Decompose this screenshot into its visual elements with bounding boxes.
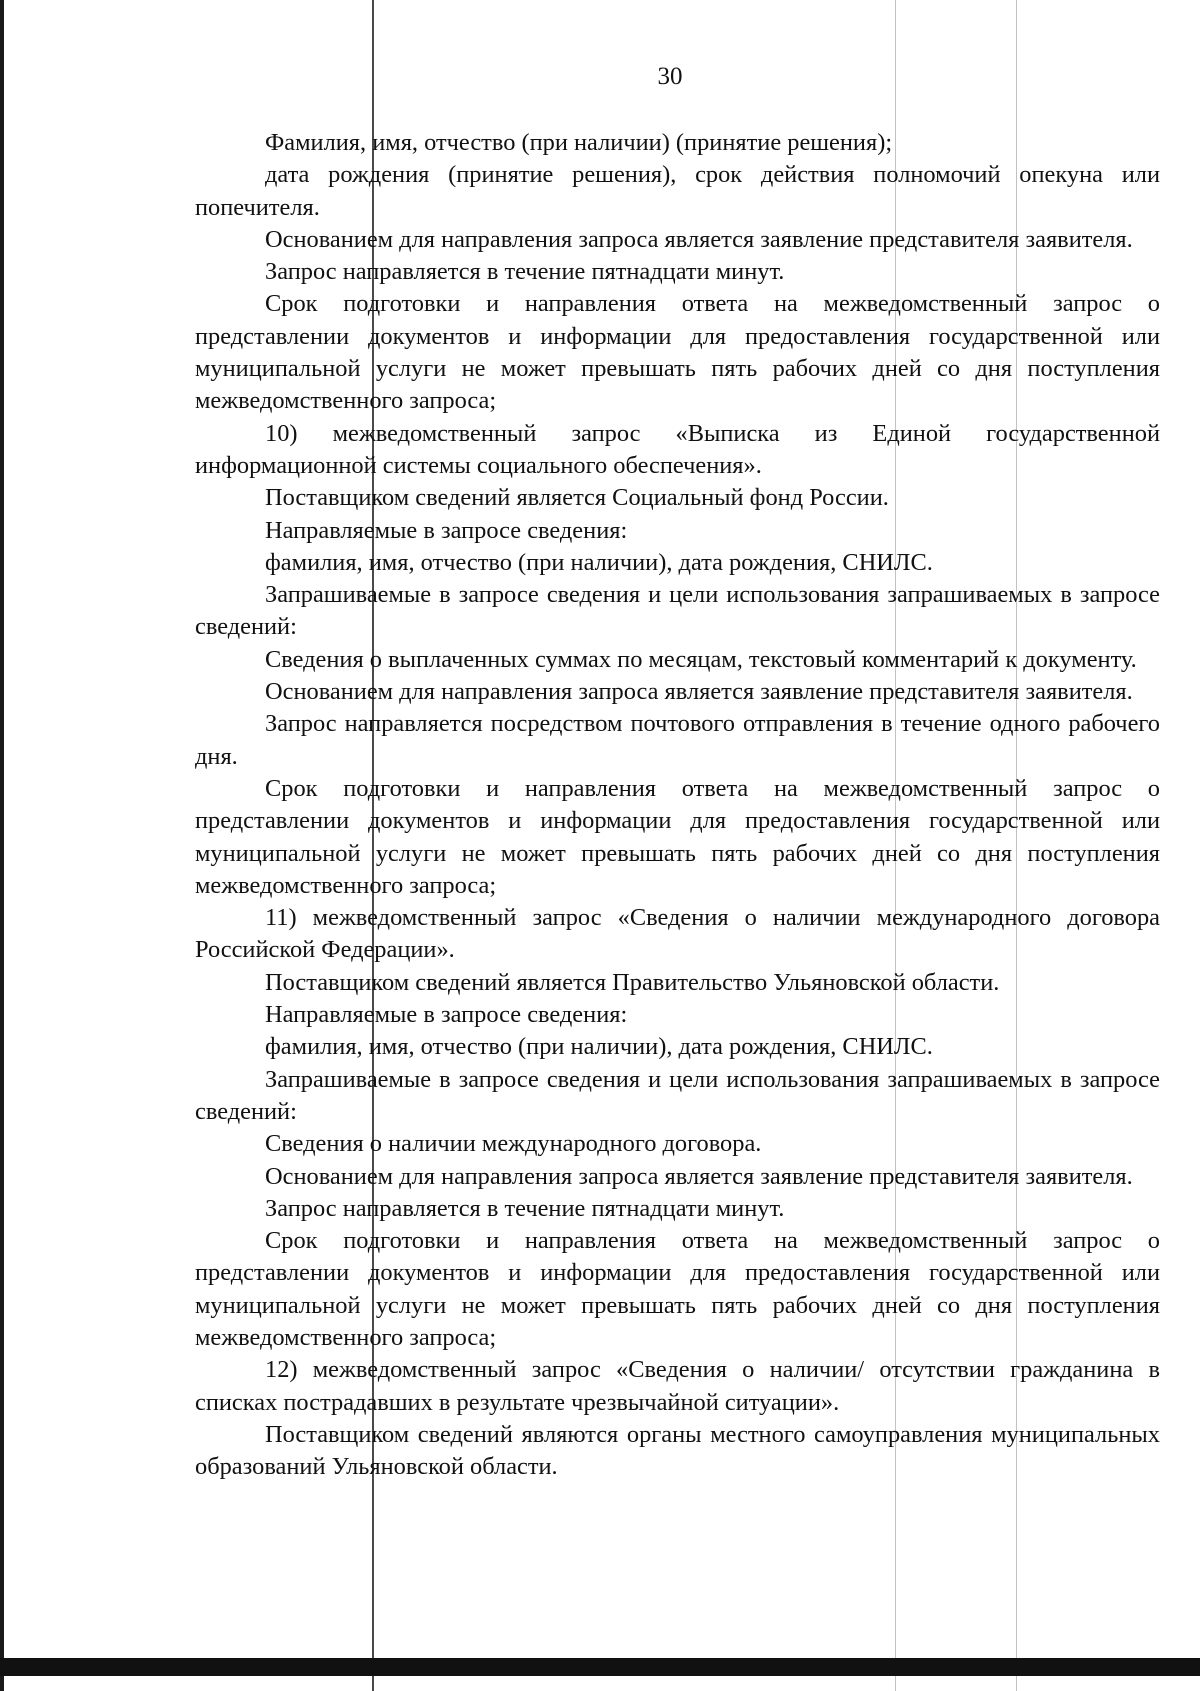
paragraph: Срок подготовки и направления ответа на межведомственный запрос о представлении документов и информации для предоставления государственной или муниципальной услуги не может превышать пять рабочих дней со дня поступления межведомственного запроса; xyxy=(195,774,1160,899)
paragraph: 11) межведомственный запрос «Сведения о наличии международного договора Российской Федерации». xyxy=(195,904,1160,964)
paragraph: Поставщиком сведений являются органы местного самоуправления муниципальных образований Ульяновской области. xyxy=(195,1420,1160,1481)
paragraph: Фамилия, имя, отчество (при наличии) (принятие решения); xyxy=(265,129,893,156)
paragraph: фамилия, имя, отчество (при наличии), дата рождения, СНИЛС. xyxy=(265,548,933,576)
paragraph: Сведения о наличии международного договора. xyxy=(265,1130,762,1158)
document-body xyxy=(195,127,1160,1483)
paragraph: Сведения о выплаченных суммах по месяцам, текстовый комментарий к документу. xyxy=(265,645,1137,673)
paragraph: Направляемые в запросе сведения: xyxy=(265,516,628,544)
paragraph: Срок подготовки и направления ответа на межведомственный запрос о представлении документов и информации для предоставления государственной или муниципальной услуги не может превышать пять рабочих дней со дня поступления межведомственного запроса; xyxy=(195,290,1160,415)
paragraph: Поставщиком сведений является Социальный фонд России. xyxy=(265,484,889,512)
paragraph: Основанием для направления запроса является заявление представителя заявителя. xyxy=(265,1162,1133,1190)
paragraph: Запрос направляется в течение пятнадцати минут. xyxy=(265,1194,785,1222)
paragraph: Срок подготовки и направления ответа на межведомственный запрос о представлении документов и информации для предоставления государственной или муниципальной услуги не может превышать пять рабочих дней со дня поступления межведомственного запроса; xyxy=(195,1227,1160,1351)
scan-band-bottom xyxy=(0,1658,1200,1676)
paragraph: Направляемые в запросе сведения: xyxy=(265,1001,628,1029)
paragraph: Запрашиваемые в запросе сведения и цели использования запрашиваемых в запросе сведений: xyxy=(195,1065,1160,1125)
page-number: 30 xyxy=(657,63,683,90)
scan-edge-left xyxy=(0,0,4,1691)
paragraph: Запрос направляется в течение пятнадцати минут. xyxy=(265,258,785,286)
paragraph: Основанием для направления запроса является заявление представителя заявителя. xyxy=(265,225,1133,253)
paragraph: Основанием для направления запроса является заявление представителя заявителя. xyxy=(265,678,1133,706)
paragraph: Поставщиком сведений является Правительство Ульяновской области. xyxy=(265,968,1000,996)
paragraph: 12) межведомственный запрос «Сведения о наличии/ отсутствии гражданина в списках пострадавших в результате чрезвычайной ситуации». xyxy=(195,1356,1160,1416)
paragraph: Запрашиваемые в запросе сведения и цели использования запрашиваемых в запросе сведений: xyxy=(195,581,1160,641)
paragraph: дата рождения (принятие решения), срок действия полномочий опекуна или попечителя. xyxy=(195,161,1160,221)
paragraph: Запрос направляется посредством почтового отправления в течение одного рабочего дня. xyxy=(195,710,1160,770)
paragraph: 10) межведомственный запрос «Выписка из Единой государственной информационной системы социального обеспечения». xyxy=(195,419,1160,479)
paragraph: фамилия, имя, отчество (при наличии), дата рождения, СНИЛС. xyxy=(265,1033,933,1061)
